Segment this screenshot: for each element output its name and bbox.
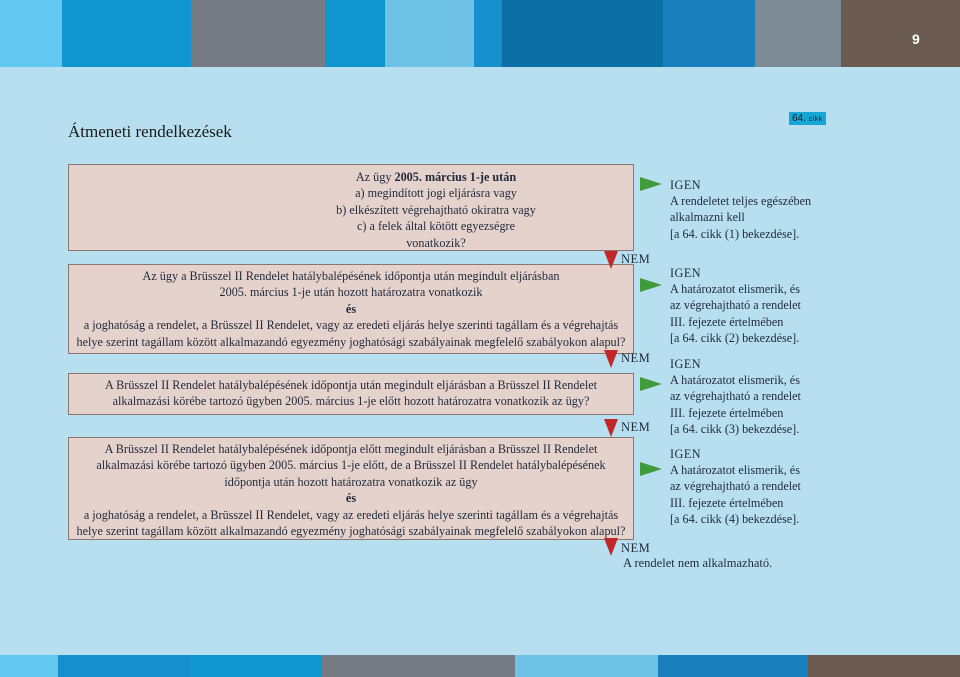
box-line <box>69 507 633 523</box>
top-bar-segment <box>325 0 385 67</box>
yes-arrow-1 <box>640 177 662 191</box>
no-label-2: NEM <box>621 351 651 365</box>
box-line <box>69 284 633 300</box>
box-line-text: a joghatóság a rendelet, a Brüsszel II Rendelet, vagy az eredeti eljárás helye szerinti tagállam és a végrehajtás <box>83 507 619 522</box>
box-line-text: alkalmazási körébe tartozó ügyben 2005. március 1-je előtt, de a Brüsszel II Rendelet hatálybalépésének <box>96 458 606 473</box>
box-line <box>69 523 633 539</box>
outcome-line: [a 64. cikk (3) bekezdése]. <box>670 421 800 436</box>
box-line-text: vonatkozik? <box>406 235 466 250</box>
question-box-1 <box>68 164 634 251</box>
box-line-text: alkalmazási körébe tartozó ügyben 2005. március 1-je előtt hozott határozatra vonatkozik az ügy? <box>112 394 590 409</box>
yes-arrow-4 <box>640 462 662 476</box>
box-line <box>69 301 633 317</box>
box-line-text: c) a felek által kötött egyezségre <box>356 219 515 234</box>
top-bar-segment <box>841 0 960 67</box>
outcome-line: A határozatot elismerik, és <box>670 463 800 478</box>
outcome-line: az végrehajtható a rendelet <box>670 479 801 494</box>
no-label-1: NEM <box>621 252 651 266</box>
outcome-line: III. fejezete értelmében <box>670 405 784 420</box>
no-label-4: NEM <box>621 541 651 555</box>
bottom-bar-segment <box>515 655 658 677</box>
bottom-color-bar <box>0 655 960 677</box>
box-line <box>69 490 633 506</box>
no-arrow-3 <box>604 419 618 437</box>
box-line-text: helye szerint tagállam között alkalmazandó egyezmény joghatósági szabályainak megfelelő szabályokon alapul? <box>76 524 626 539</box>
box-line-emphasis: és <box>345 491 357 506</box>
outcome-line: III. fejezete értelmében <box>670 314 784 329</box>
outcome-head: IGEN <box>670 178 702 192</box>
top-bar-segment <box>385 0 474 67</box>
outcome-line: [a 64. cikk (2) bekezdése]. <box>670 330 800 345</box>
outcome-line: A határozatot elismerik, és <box>670 282 800 297</box>
outcome-head: IGEN <box>670 357 702 371</box>
outcome-line: [a 64. cikk (4) bekezdése]. <box>670 511 800 526</box>
box-line-text: Az ügy <box>355 170 395 184</box>
box-line <box>239 235 633 251</box>
box-line-text: A Brüsszel II Rendelet hatálybalépésének időpontja előtt megindult eljárásban a Brüsszel II Rendelet <box>104 442 598 456</box>
article-word: cikk <box>808 116 823 123</box>
outcome-3 <box>670 356 850 437</box>
outcome-head: IGEN <box>670 447 702 461</box>
outcome-line: az végrehajtható a rendelet <box>670 389 801 404</box>
box-line-text: A Brüsszel II Rendelet hatálybalépésének időpontja után megindult eljárásban a Brüsszel II Rendelet <box>104 378 598 392</box>
box-line-text: helye szerint tagállam között alkalmazandó egyezmény joghatósági szabályainak megfelelő szabályokon alapul? <box>76 334 626 349</box>
outcome-1 <box>670 177 850 242</box>
no-arrow-2 <box>604 350 618 368</box>
box-line-emphasis: és <box>345 301 357 316</box>
page-number: 9 <box>912 31 920 47</box>
box-line <box>69 317 633 333</box>
page-title: Átmeneti rendelkezések <box>68 122 232 141</box>
box-line-text: a joghatóság a rendelet, a Brüsszel II Rendelet, vagy az eredeti eljárás helye szerinti tagállam és a végrehajtás <box>83 318 619 333</box>
box-line <box>69 393 633 409</box>
box-line <box>69 334 633 350</box>
box-line-text: időpontja után hozott határozatra vonatkozik az ügy <box>224 474 478 489</box>
box-line <box>69 457 633 473</box>
final-result: A rendelet nem alkalmazható. <box>623 556 773 570</box>
outcome-line: az végrehajtható a rendelet <box>670 298 801 313</box>
box-line-text: b) elkészített végrehajtható okiratra vagy <box>336 202 536 217</box>
outcome-line: III. fejezete értelmében <box>670 495 784 510</box>
box-line <box>239 202 633 218</box>
outcome-line: A rendeletet teljes egészében <box>670 194 812 209</box>
outcome-line: A határozatot elismerik, és <box>670 373 800 388</box>
top-bar-segment <box>62 0 191 67</box>
bottom-bar-segment <box>191 655 321 677</box>
box-line-text: Az ügy a Brüsszel II Rendelet hatálybalépésének időpontja után megindult eljárásban <box>142 269 560 283</box>
outcome-line: alkalmazni kell <box>670 210 745 225</box>
box-line <box>69 377 633 393</box>
no-label-3: NEM <box>621 420 651 434</box>
box-line <box>239 185 633 201</box>
bottom-bar-segment <box>0 655 58 677</box>
article-number: 64. <box>792 113 806 124</box>
article-tag <box>789 112 826 125</box>
box-line-text: 2005. március 1-je után hozott határozatra vonatkozik <box>219 285 483 300</box>
bottom-bar-segment <box>808 655 960 677</box>
box-line <box>69 268 633 284</box>
question-box-3 <box>68 373 634 415</box>
bottom-bar-segment <box>321 655 515 677</box>
yes-arrow-2 <box>640 278 662 292</box>
top-bar-segment <box>474 0 502 67</box>
outcome-2 <box>670 265 850 346</box>
top-bar-segment <box>502 0 663 67</box>
outcome-4 <box>670 446 850 527</box>
top-bar-segment <box>663 0 755 67</box>
outcome-head: IGEN <box>670 266 702 280</box>
box-line <box>239 218 633 234</box>
bottom-bar-segment <box>58 655 191 677</box>
top-bar-segment <box>191 0 325 67</box>
top-bar-segment <box>0 0 62 67</box>
bottom-bar-segment <box>658 655 808 677</box>
yes-arrow-3 <box>640 377 662 391</box>
no-arrow-1 <box>604 251 618 269</box>
box-line-text: a) megindított jogi eljárásra vagy <box>355 186 517 201</box>
box-line <box>69 441 633 457</box>
box-line-emphasis: 2005. március 1-je után <box>394 170 517 184</box>
top-bar-segment <box>755 0 841 67</box>
question-box-4 <box>68 437 634 540</box>
top-color-bar <box>0 0 960 67</box>
outcome-line: [a 64. cikk (1) bekezdése]. <box>670 226 800 241</box>
no-arrow-4 <box>604 538 618 556</box>
box-line <box>239 169 633 185</box>
box-line <box>69 474 633 490</box>
question-box-2 <box>68 264 634 354</box>
